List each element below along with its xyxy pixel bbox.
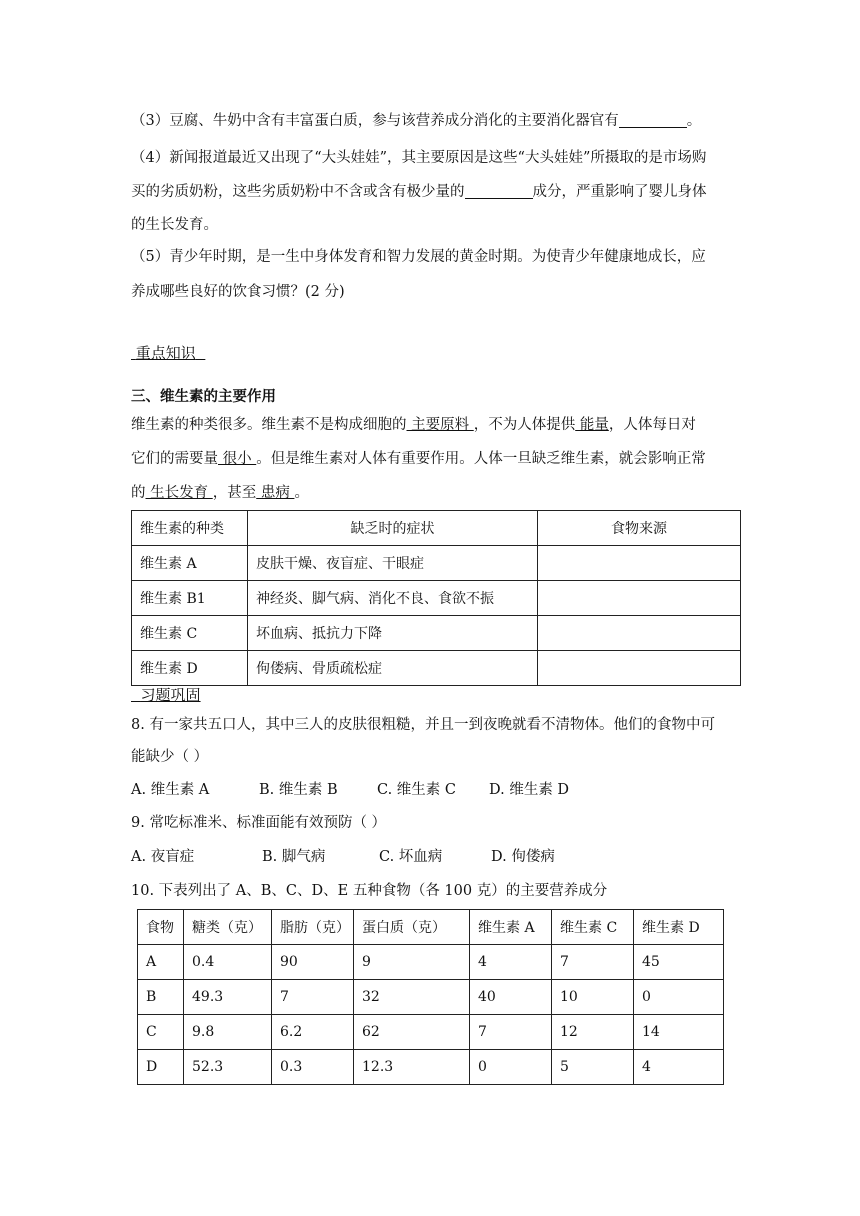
table-cell[interactable] [538,651,741,686]
table-cell: A [138,945,184,980]
table-cell: B [138,980,184,1015]
question-8-line-2: 能缺少（ ） [131,749,209,765]
table-cell: 神经炎、脚气病、消化不良、食欲不振 [248,581,538,616]
table-row [138,980,724,1015]
table-cell: 7 [552,945,634,980]
section-3-text: ，甚至 [212,485,257,501]
nutrition-table [137,909,724,1085]
question-4-line-1: （4）新闻报道最近又出现了“大头娃娃”，其主要原因是这些“大头娃娃”所摄取的是市场购 [131,150,707,166]
table-cell: 7 [272,980,354,1015]
table-cell: 维生素 A [132,546,248,581]
table-cell: 52.3 [184,1050,272,1085]
fill-main-material: 主要原料 [406,417,474,433]
section-3-text: ，人体每日对 [608,417,696,433]
option-b[interactable]: B. 脚气病 [262,849,326,865]
option-a[interactable]: A. 维生素 A [131,782,210,798]
fill-disease: 患病 [256,485,295,501]
option-b[interactable]: B. 维生素 B [259,782,338,798]
table-cell: 90 [272,945,354,980]
section-3-text: 维生素的种类很多。维生素不是构成细胞的 [131,417,407,433]
table-row [138,1015,724,1050]
table-cell: 7 [470,1015,552,1050]
table-cell: 49.3 [184,980,272,1015]
table-cell: D [138,1050,184,1085]
table-cell: 0 [470,1050,552,1085]
header-cell: 糖类（克） [184,910,272,945]
section-3-line-1 [131,408,731,442]
table-cell: 4 [634,1050,724,1085]
table-cell: 维生素 B1 [132,581,248,616]
table-cell: 维生素 C [132,616,248,651]
fill-growth: 生长发育 [145,485,213,501]
option-d[interactable]: D. 佝偻病 [491,849,555,865]
nutrition-table-header [138,910,724,945]
question-3-text: （3）豆腐、牛奶中含有丰富蛋白质，参与该营养成分消化的主要消化器官有 [131,113,619,129]
table-row [138,945,724,980]
table-cell: 9 [354,945,470,980]
key-knowledge-heading [131,342,205,363]
table-cell[interactable] [538,616,741,651]
table-cell: 佝偻病、骨质疏松症 [248,651,538,686]
table-cell: 坏血病、抵抗力下降 [248,616,538,651]
header-cell: 维生素 A [470,910,552,945]
table-cell: 0 [634,980,724,1015]
option-c[interactable]: C. 坏血病 [379,849,443,865]
header-cell: 缺乏时的症状 [248,511,538,546]
question-8-options [131,773,731,807]
section-3-text: ，不为人体提供 [473,417,576,433]
question-4-line-3: 的生长发育。 [131,217,218,233]
question-3 [131,104,731,138]
table-cell: 皮肤干燥、夜盲症、干眼症 [248,546,538,581]
question-4-line-2 [131,175,731,209]
table-cell: 12.3 [354,1050,470,1085]
table-row [132,616,741,651]
section-3-text: 。但是维生素对人体有重要作用。人体一旦缺乏维生素，就会影响正常 [256,451,706,467]
section-3-title: 三、维生素的主要作用 [131,388,276,405]
section-3-line-3 [131,476,731,510]
header-cell: 维生素的种类 [132,511,248,546]
header-cell: 食物来源 [538,511,741,546]
table-cell[interactable] [538,581,741,616]
section-3-text: 的 [131,485,146,501]
question-10-line-1: 10. 下表列出了 A、B、C、D、E 五种食物（各 100 克）的主要营养成分 [131,883,608,899]
question-4-blank[interactable] [465,180,533,199]
header-cell: 脂肪（克） [272,910,354,945]
table-cell: 维生素 D [132,651,248,686]
section-3-text: 。 [294,485,309,501]
header-cell: 维生素 C [552,910,634,945]
question-4-text-a: 买的劣质奶粉，这些劣质奶粉中不含或含有极少量的 [131,184,465,200]
question-3-end: 。 [686,113,702,129]
vitamin-table-header [132,511,741,546]
table-cell: 10 [552,980,634,1015]
header-cell: 食物 [138,910,184,945]
table-cell: 0.3 [272,1050,354,1085]
table-row [132,581,741,616]
table-cell: 4 [470,945,552,980]
table-cell: 0.4 [184,945,272,980]
table-cell: C [138,1015,184,1050]
table-cell: 32 [354,980,470,1015]
fill-energy: 能量 [575,417,609,433]
header-cell: 维生素 D [634,910,724,945]
table-cell: 5 [552,1050,634,1085]
question-3-blank[interactable] [619,109,687,128]
option-d[interactable]: D. 维生素 D [489,782,570,798]
practice-label: 习题巩固 [140,686,201,704]
table-cell: 45 [634,945,724,980]
table-row [138,1050,724,1085]
table-cell: 62 [354,1015,470,1050]
question-9-options [131,840,731,874]
practice-heading [131,684,201,705]
table-cell: 14 [634,1015,724,1050]
table-cell: 12 [552,1015,634,1050]
question-8-line-1: 8. 有一家共五口人，其中三人的皮肤很粗糙，并且一到夜晚就看不清物体。他们的食物中可 [131,717,715,733]
header-cell: 蛋白质（克） [354,910,470,945]
table-cell: 40 [470,980,552,1015]
table-row [132,651,741,686]
table-cell[interactable] [538,546,741,581]
section-3-line-2 [131,442,731,476]
table-cell: 6.2 [272,1015,354,1050]
question-5-line-2: 养成哪些良好的饮食习惯？(2 分) [131,284,345,300]
option-c[interactable]: C. 维生素 C [377,782,456,798]
question-9-line-1: 9. 常吃标准米、标准面能有效预防（ ） [131,815,387,831]
option-a[interactable]: A. 夜盲症 [131,849,195,865]
vitamin-table [131,510,741,686]
table-cell: 9.8 [184,1015,272,1050]
question-5-line-1: （5）青少年时期，是一生中身体发育和智力发展的黄金时期。为使青少年健康地成长，应 [131,249,706,265]
question-4-text-b: 成分，严重影响了婴儿身体 [532,184,707,200]
section-3-text: 它们的需要量 [131,451,218,467]
fill-very-small: 很小 [218,451,257,467]
key-knowledge-label: 重点知识 [135,344,196,362]
table-row [132,546,741,581]
